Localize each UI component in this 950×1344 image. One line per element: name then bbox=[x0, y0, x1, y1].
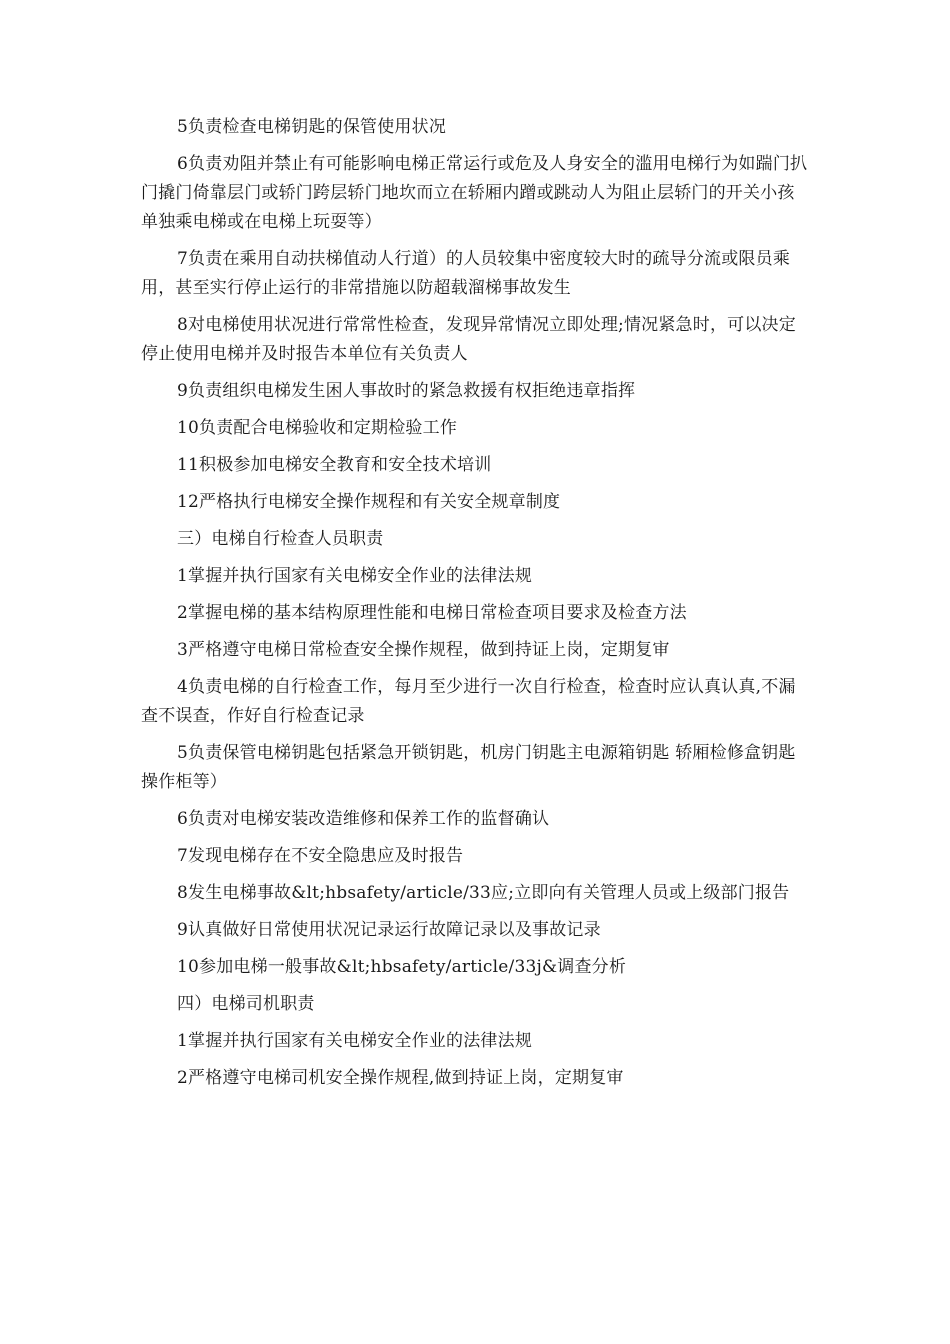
paragraph: 10负责配合电梯验收和定期检验工作 bbox=[177, 418, 458, 438]
paragraph: 9认真做好日常使用状况记录运行故障记录以及事故记录 bbox=[177, 920, 601, 940]
paragraph: 9负责组织电梯发生困人事故时的紧急救援有权拒绝违章指挥 bbox=[177, 381, 636, 401]
paragraph: 5负责检查电梯钥匙的保管使用状况 bbox=[177, 117, 447, 137]
paragraph: 6负责对电梯安装改造维修和保养工作的监督确认 bbox=[177, 809, 550, 829]
paragraph: 7负责在乘用自动扶梯值动人行道）的人员较集中密度较大时的疏导分流或限员乘用，甚至实行停止运行的非常措施以防超载溜梯事故发生 bbox=[141, 249, 791, 298]
paragraph: 6负责劝阻并禁止有可能影响电梯正常运行或危及人身安全的滥用电梯行为如踹门扒门撬门倚靠层门或轿门跨层轿门地坎而立在轿厢内蹭或跳动人为阻止层轿门的开关小孩单独乘电梯或在电梯上玩耍等） bbox=[141, 154, 808, 232]
section-heading: 三）电梯自行检查人员职责 bbox=[177, 529, 384, 549]
paragraph: 5负责保管电梯钥匙包括紧急开锁钥匙，机房门钥匙主电源箱钥匙 轿厢检修盒钥匙操作柜等） bbox=[141, 743, 796, 792]
section-heading: 四）电梯司机职责 bbox=[177, 994, 315, 1014]
paragraph: 12严格执行电梯安全操作规程和有关安全规章制度 bbox=[177, 492, 561, 512]
paragraph: 8对电梯使用状况进行常常性检查，发现异常情况立即处理;情况紧急时，可以决定停止使用电梯并及时报告本单位有关负责人 bbox=[141, 315, 796, 364]
paragraph: 1掌握并执行国家有关电梯安全作业的法律法规 bbox=[177, 566, 533, 586]
paragraph: 1掌握并执行国家有关电梯安全作业的法律法规 bbox=[177, 1031, 533, 1051]
paragraph: 3严格遵守电梯日常检查安全操作规程，做到持证上岗，定期复审 bbox=[177, 640, 670, 660]
paragraph: 2掌握电梯的基本结构原理性能和电梯日常检查项目要求及检查方法 bbox=[177, 603, 687, 623]
paragraph: 10参加电梯一般事故&lt;hbsafety/article/33j&调查分析 bbox=[177, 957, 627, 977]
paragraph: 4负责电梯的自行检查工作，每月至少进行一次自行检查，检查时应认真认真,不漏查不误查，作好自行检查记录 bbox=[141, 677, 796, 726]
paragraph: 7发现电梯存在不安全隐患应及时报告 bbox=[177, 846, 464, 866]
paragraph: 2严格遵守电梯司机安全操作规程,做到持证上岗，定期复审 bbox=[177, 1068, 624, 1088]
paragraph: 11积极参加电梯安全教育和安全技术培训 bbox=[177, 455, 492, 475]
document-body bbox=[141, 113, 811, 1101]
paragraph: 8发生电梯事故&lt;hbsafety/article/33应;立即向有关管理人员或上级部门报告 bbox=[177, 883, 790, 903]
